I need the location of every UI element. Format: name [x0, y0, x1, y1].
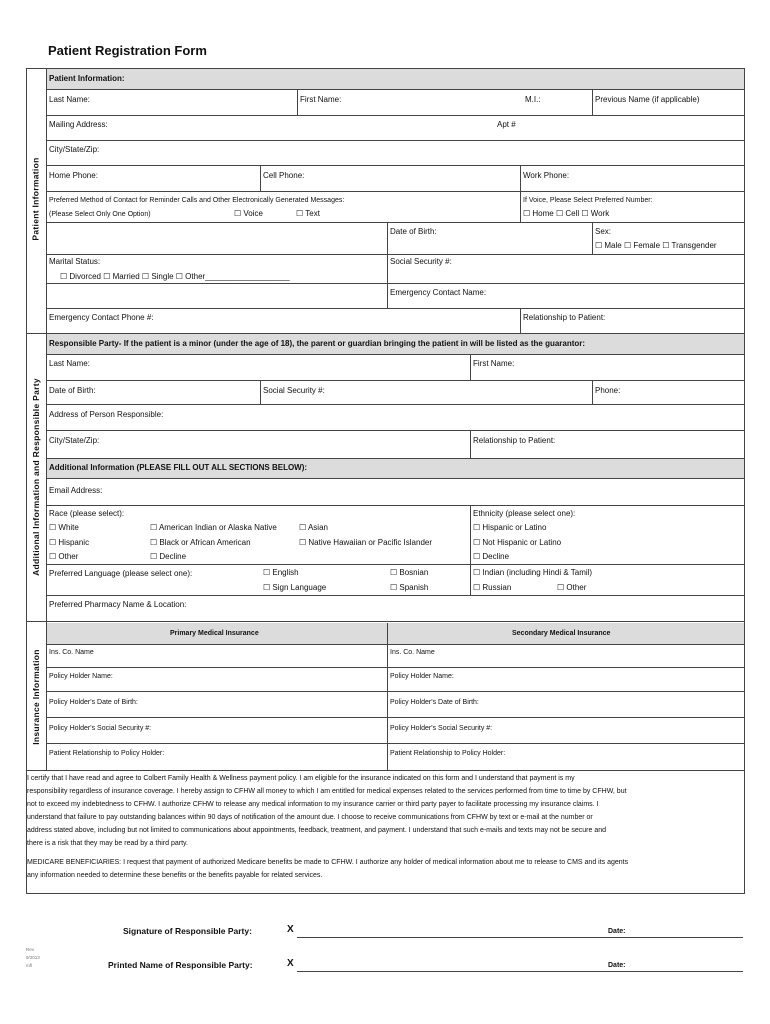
rp-city-label: City/State/Zip: [49, 436, 100, 445]
emergency-contact-name-label: Emergency Contact Name: [390, 288, 487, 297]
race-american-indian[interactable]: ☐ American Indian or Alaska Native [150, 523, 277, 532]
signature-label: Signature of Responsible Party: [123, 926, 252, 936]
mi-label: M.I.: [525, 95, 541, 104]
printed-date-label: Date: [608, 962, 626, 969]
primary-holder-dob-label: Policy Holder's Date of Birth: [49, 699, 138, 706]
ethnicity-not-hispanic[interactable]: ☐ Not Hispanic or Latino [473, 538, 562, 547]
secondary-insurance-header: Secondary Medical Insurance [512, 630, 611, 637]
primary-holder-ssn-label: Policy Holder's Social Security #: [49, 725, 152, 732]
rp-relationship-label: Relationship to Patient: [473, 436, 556, 445]
marital-status-options[interactable]: ☐ Divorced ☐ Married ☐ Single ☐ Other___________________ [60, 272, 290, 281]
lang-other[interactable]: ☐ Other [557, 583, 587, 592]
lang-russian[interactable]: ☐ Russian [473, 583, 512, 592]
race-white[interactable]: ☐ White [49, 523, 79, 532]
rp-last-name-label: Last Name: [49, 359, 90, 368]
primary-insurance-header: Primary Medical Insurance [170, 630, 259, 637]
race-asian[interactable]: ☐ Asian [299, 523, 328, 532]
patient-info-header: Patient Information: [49, 74, 125, 83]
email-label: Email Address: [49, 486, 103, 495]
rp-dob-label: Date of Birth: [49, 386, 96, 395]
primary-ins-co-label: Ins. Co. Name [49, 649, 94, 656]
preferred-number-options[interactable]: ☐ Home ☐ Cell ☐ Work [523, 209, 610, 218]
cell-phone-label: Cell Phone: [263, 171, 305, 180]
secondary-holder-ssn-label: Policy Holder's Social Security #: [390, 725, 493, 732]
race-other[interactable]: ☐ Other [49, 552, 79, 561]
mailing-address-label: Mailing Address: [49, 120, 108, 129]
apt-label: Apt # [497, 120, 516, 129]
voice-checkbox[interactable]: ☐ Voice [234, 209, 263, 218]
language-label: Preferred Language (please select one): [49, 569, 193, 578]
printed-name-line[interactable] [297, 971, 743, 972]
rp-phone-label: Phone: [595, 386, 621, 395]
signature-line[interactable] [297, 937, 743, 938]
relationship-label: Relationship to Patient: [523, 313, 606, 322]
rp-first-name-label: First Name: [473, 359, 515, 368]
additional-info-header: Additional Information (PLEASE FILL OUT ALL SECTIONS BELOW): [49, 463, 308, 472]
preferred-contact-label: Preferred Method of Contact for Reminder Calls and Other Electronically Generated Messages: [49, 197, 345, 204]
rp-address-label: Address of Person Responsible: [49, 410, 164, 419]
lang-sign[interactable]: ☐ Sign Language [263, 583, 327, 592]
previous-name-label: Previous Name (if applicable) [595, 95, 700, 104]
secondary-holder-label: Policy Holder Name: [390, 673, 454, 680]
sex-label: Sex: [595, 227, 612, 236]
dob-label: Date of Birth: [390, 227, 437, 236]
lang-spanish[interactable]: ☐ Spanish [390, 583, 429, 592]
first-name-label: First Name: [300, 95, 342, 104]
signature-x: X [287, 924, 294, 935]
last-name-label: Last Name: [49, 95, 90, 104]
race-black[interactable]: ☐ Black or African American [150, 538, 251, 547]
side-label-additional: Additional Information and Responsible Party [31, 378, 42, 576]
primary-holder-rel-label: Patient Relationship to Policy Holder: [49, 750, 165, 757]
race-label: Race (please select): [49, 509, 125, 518]
sex-options[interactable]: ☐ Male ☐ Female ☐ Transgender [595, 241, 717, 250]
rp-ssn-label: Social Security #: [263, 386, 325, 395]
page-title: Patient Registration Form [48, 43, 207, 58]
revision-note: Rev 9/2013 mfl [26, 947, 40, 968]
primary-holder-label: Policy Holder Name: [49, 673, 113, 680]
ethnicity-label: Ethnicity (please select one): [473, 509, 576, 518]
text-checkbox[interactable]: ☐ Text [296, 209, 320, 218]
home-phone-label: Home Phone: [49, 171, 98, 180]
city-state-zip-label: City/State/Zip: [49, 145, 100, 154]
lang-bosnian[interactable]: ☐ Bosnian [390, 568, 429, 577]
lang-english[interactable]: ☐ English [263, 568, 299, 577]
ssn-label: Social Security #: [390, 257, 452, 266]
responsible-party-header: Responsible Party- If the patient is a minor (under the age of 18), the parent or guardian bringing the patient in will be listed as the guarantor: [49, 339, 586, 348]
race-decline[interactable]: ☐ Decline [150, 552, 187, 561]
race-hispanic[interactable]: ☐ Hispanic [49, 538, 90, 547]
certification-text: I certify that I have read and agree to Colbert Family Health & Wellness payment policy. I am eligible for the insurance indicated on this form and I understand that payment is my responsibility regardless of insurance coverage. I hereby assign to CFHW all money to which I am entitled for medical expenses related to the services performed from time to time by CFHW, but not to exceed my indebtedness to CFHW. I authorize CFHW to release any medical information to my insurance carrier or third party payer to facilitate processing my insurance claims. I understand that failure to pay outstanding balances within 90 days of notification of the amount due. I choose to receive communications from CFHW by text or e-mail at the number or address stated above, including but not limited to communications about appointments, feedback, treatment, and payment. I understand that such e-mails and texts may not be secure and there is a risk that they may be read by a third party. [27, 775, 627, 847]
printed-name-x: X [287, 958, 294, 969]
race-hawaiian[interactable]: ☐ Native Hawaiian or Pacific Islander [299, 538, 433, 547]
work-phone-label: Work Phone: [523, 171, 570, 180]
preferred-number-label: If Voice, Please Select Preferred Number: [523, 197, 653, 204]
side-label-patient: Patient Information [31, 157, 41, 241]
printed-name-label: Printed Name of Responsible Party: [108, 960, 253, 970]
lang-indian[interactable]: ☐ Indian (including Hindi & Tamil) [473, 568, 593, 577]
signature-date-label: Date: [608, 928, 626, 935]
medicare-text: MEDICARE BENEFICIARIES: I request that payment of authorized Medicare benefits be made to CFHW. I authorize any holder of medical information about me to release to CMS and its agents any information needed to determine these benefits or the benefits payable for related services. [27, 859, 629, 879]
ethnicity-decline[interactable]: ☐ Decline [473, 552, 510, 561]
secondary-ins-co-label: Ins. Co. Name [390, 649, 435, 656]
pharmacy-label: Preferred Pharmacy Name & Location: [49, 600, 187, 609]
emergency-phone-label: Emergency Contact Phone #: [49, 313, 154, 322]
secondary-holder-rel-label: Patient Relationship to Policy Holder: [390, 750, 506, 757]
preferred-contact-note: (Please Select Only One Option) [49, 211, 151, 218]
secondary-holder-dob-label: Policy Holder's Date of Birth: [390, 699, 479, 706]
side-label-insurance: Insurance Information [31, 648, 41, 745]
marital-status-label: Marital Status: [49, 257, 101, 266]
ethnicity-hispanic[interactable]: ☐ Hispanic or Latino [473, 523, 547, 532]
